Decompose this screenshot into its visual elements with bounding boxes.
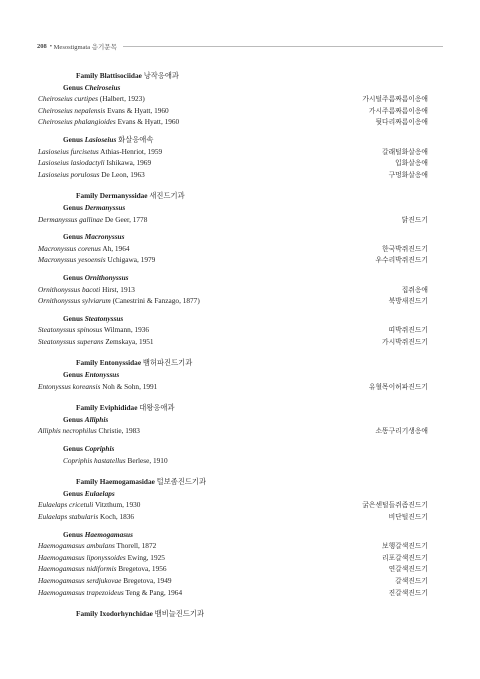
family-korean-name: 새진드기과 bbox=[149, 191, 185, 201]
family-korean-name: 낭작응애과 bbox=[143, 71, 179, 80]
species-row bbox=[38, 381, 428, 393]
species-author: Uchigawa, 1979 bbox=[107, 255, 156, 265]
species-row bbox=[38, 499, 428, 511]
genus-heading: Genus Alliphis bbox=[63, 414, 109, 424]
species-entry bbox=[38, 284, 135, 296]
species-entry bbox=[38, 499, 140, 511]
page-number: 208 bbox=[37, 42, 47, 50]
family-korean-name: 뱀허파진드기과 bbox=[142, 358, 193, 368]
species-name: Haemogamasus trapezoideus bbox=[38, 587, 124, 597]
species-row bbox=[38, 254, 428, 266]
family-korean-name: 털보좀진드기과 bbox=[156, 477, 207, 487]
species-row bbox=[38, 587, 428, 599]
family-name: Family Entonyssidae bbox=[76, 358, 142, 368]
page-header bbox=[37, 40, 443, 52]
family-name: Family Dermanyssidae bbox=[76, 191, 148, 201]
species-author: De Leon, 1963 bbox=[101, 169, 145, 179]
genus-heading: Genus Copriphis bbox=[63, 444, 115, 454]
species-author: (Halbert, 1923) bbox=[99, 94, 145, 104]
species-entry bbox=[38, 146, 162, 158]
genus-name: Haemogamasus bbox=[84, 529, 133, 539]
species-name: Cheiroseius curtipes bbox=[38, 94, 98, 104]
species-author: Zemskaya, 1951 bbox=[105, 336, 154, 346]
family-name: Family Blattisociidae bbox=[76, 71, 142, 80]
genus-name: Lasioseius bbox=[84, 134, 117, 144]
genus-heading: Genus Ornithonyssus bbox=[63, 272, 129, 282]
species-korean-name: 굵은센털들쥐좀진드기 bbox=[362, 502, 428, 510]
species-entry bbox=[38, 563, 167, 575]
species-author: Hirst, 1913 bbox=[102, 284, 135, 294]
species-author: Berlese, 1910 bbox=[127, 455, 168, 465]
species-name: Lasioseius furcisetus bbox=[38, 146, 99, 156]
species-entry bbox=[38, 575, 172, 587]
species-entry bbox=[38, 116, 179, 128]
species-entry bbox=[38, 336, 154, 348]
species-author: Koch, 1836 bbox=[100, 512, 135, 521]
species-name: Copriphis hastatellus bbox=[63, 455, 126, 465]
species-entry bbox=[38, 157, 151, 169]
species-korean-name: 띠박쥐진드기 bbox=[388, 327, 428, 335]
genus-name: Alliphis bbox=[84, 414, 109, 424]
species-row bbox=[38, 511, 428, 523]
species-name: Haemogamasus liponyssoides bbox=[38, 552, 126, 562]
genus-heading: Genus Steatonyssus bbox=[63, 313, 124, 323]
header-bullet: • bbox=[49, 42, 54, 50]
species-name: Macronyssus yesoensis bbox=[38, 255, 106, 265]
species-author: Noh & Sohn, 1991 bbox=[102, 381, 158, 391]
species-author: Ah, 1964 bbox=[102, 243, 130, 253]
genus-heading: Genus Haemogamasus bbox=[63, 529, 133, 539]
species-name: Haemogamasus serdjukovae bbox=[38, 575, 122, 585]
species-entry bbox=[38, 381, 157, 393]
species-korean-name: 유혈목이허파진드기 bbox=[368, 383, 428, 391]
species-row bbox=[38, 324, 428, 336]
family-heading bbox=[38, 70, 428, 82]
species-name: Cheiroseius nepalensis bbox=[38, 105, 106, 115]
species-row bbox=[38, 157, 428, 169]
species-author: Bregetova, 1949 bbox=[123, 575, 172, 585]
species-entry bbox=[38, 169, 145, 181]
family-name: Family Ixodorhynchidae bbox=[76, 609, 153, 619]
species-row bbox=[38, 284, 428, 296]
species-row bbox=[38, 425, 428, 437]
species-row bbox=[38, 146, 428, 158]
species-korean-name: 북방새진드기 bbox=[388, 298, 428, 306]
section-gap bbox=[38, 347, 428, 357]
section-gap bbox=[38, 598, 428, 608]
species-author: De Geer, 1778 bbox=[104, 214, 148, 224]
species-korean-name: 소똥구리기생응애 bbox=[375, 428, 428, 436]
species-entry bbox=[38, 105, 169, 117]
genus-name: Steatonyssus bbox=[84, 313, 124, 323]
genus-heading: Genus Macronyssus bbox=[63, 232, 125, 242]
genus-name: Cheiroseius bbox=[84, 82, 121, 92]
family-name: Family Eviphididae bbox=[76, 403, 138, 413]
species-name: Macronyssus corenus bbox=[38, 243, 101, 253]
species-entry bbox=[38, 425, 140, 437]
genus-heading: Genus Dermanyssus bbox=[63, 202, 126, 212]
genus-name: Entonyssus bbox=[84, 370, 120, 380]
species-korean-name: 비단털진드기 bbox=[388, 514, 428, 521]
running-title: Mesostigmata 응기문목 bbox=[53, 43, 117, 51]
species-name: Eulaelaps stabularis bbox=[38, 512, 99, 521]
genus-heading: Genus Eulaelaps bbox=[63, 488, 115, 498]
species-author: Evans & Hyatt, 1960 bbox=[117, 117, 180, 127]
species-name: Dermanyssus gallinae bbox=[38, 214, 104, 224]
family-heading bbox=[38, 476, 428, 488]
species-row bbox=[38, 563, 428, 575]
species-row bbox=[38, 455, 428, 467]
species-korean-name: 구멍화살응애 bbox=[388, 171, 428, 179]
species-entry bbox=[38, 587, 182, 599]
species-author: Athias-Henriot, 1959 bbox=[100, 146, 163, 156]
species-korean-name: 집쥐응애 bbox=[401, 286, 428, 294]
species-korean-name: 닭진드기 bbox=[401, 216, 428, 224]
species-author: Teng & Pang, 1964 bbox=[125, 587, 183, 597]
genus-name: Macronyssus bbox=[84, 232, 125, 242]
species-entry bbox=[38, 540, 156, 552]
species-korean-name: 보행갈색진드기 bbox=[382, 543, 428, 551]
species-name: Entonyssus koreansis bbox=[38, 381, 101, 391]
species-row bbox=[38, 214, 428, 226]
species-korean-name: 갈래털화살응애 bbox=[382, 148, 428, 156]
species-row bbox=[38, 295, 428, 307]
species-korean-name: 입화살응애 bbox=[395, 160, 428, 168]
species-row bbox=[38, 575, 428, 587]
genus-korean-name: 화살응애속 bbox=[118, 134, 154, 144]
section-gap bbox=[38, 466, 428, 476]
species-name: Alliphis necrophilus bbox=[38, 426, 97, 436]
species-name: Lasioseius lasiodactyli bbox=[38, 158, 105, 168]
species-korean-name: 한국박쥐진드기 bbox=[382, 245, 428, 253]
family-korean-name: 뱀비늘진드기과 bbox=[154, 609, 204, 619]
species-row bbox=[38, 169, 428, 181]
genus-heading: Genus Entonyssus bbox=[63, 370, 120, 380]
section-gap bbox=[38, 392, 428, 402]
section-gap bbox=[38, 180, 428, 190]
species-korean-name: 리포갈색진드기 bbox=[382, 554, 428, 562]
species-name: Ornithonyssus bacoti bbox=[38, 284, 101, 294]
genus-heading: Genus Lasioseius 화살응애속 bbox=[63, 134, 154, 144]
species-entry bbox=[38, 324, 149, 336]
species-list bbox=[38, 70, 428, 620]
species-author: Ishikawa, 1969 bbox=[106, 158, 152, 168]
species-entry bbox=[38, 93, 145, 105]
species-author: Ewing, 1925 bbox=[127, 552, 165, 562]
species-name: Steatonyssus spinosus bbox=[38, 325, 103, 335]
species-author: (Canestrini & Fanzago, 1877) bbox=[112, 296, 200, 306]
genus-name: Dermanyssus bbox=[84, 202, 126, 212]
species-author: Evans & Hyatt, 1960 bbox=[107, 105, 169, 115]
species-entry bbox=[38, 511, 134, 523]
genus-name: Copriphis bbox=[84, 444, 115, 454]
species-korean-name: 연갈색진드기 bbox=[388, 566, 428, 574]
family-heading bbox=[38, 402, 428, 414]
species-korean-name: 가시박쥐진드기 bbox=[382, 338, 428, 346]
family-heading bbox=[38, 608, 428, 620]
family-heading bbox=[38, 357, 428, 369]
species-entry bbox=[38, 243, 130, 255]
species-name: Lasioseius porulosus bbox=[38, 169, 100, 179]
species-author: Vitzthum, 1930 bbox=[95, 500, 141, 510]
header-rule bbox=[123, 46, 443, 47]
family-heading bbox=[38, 190, 428, 202]
species-korean-name: 갈색진드기 bbox=[395, 577, 428, 585]
species-korean-name: 뒷다리짜름이응애 bbox=[375, 119, 428, 127]
species-row bbox=[38, 552, 428, 564]
genus-heading: Genus Cheiroseius bbox=[63, 82, 121, 92]
species-korean-name: 우수리박쥐진드기 bbox=[375, 257, 428, 265]
family-name: Family Haemogamasidae bbox=[76, 477, 155, 487]
genus-name: Eulaelaps bbox=[84, 488, 115, 498]
species-entry bbox=[38, 214, 147, 226]
species-entry bbox=[38, 552, 165, 564]
species-name: Haemogamasus nidiformis bbox=[38, 564, 117, 574]
species-name: Steatonyssus superans bbox=[38, 336, 104, 346]
species-name: Haemogamasus ambulans bbox=[38, 541, 115, 551]
species-entry bbox=[63, 455, 168, 467]
species-author: Bregetova, 1956 bbox=[118, 564, 167, 574]
species-name: Eulaelaps cricetuli bbox=[38, 500, 94, 510]
species-name: Ornithonyssus sylviarum bbox=[38, 296, 111, 306]
species-author: Wilmann, 1936 bbox=[103, 325, 150, 335]
species-korean-name: 진갈색진드기 bbox=[388, 589, 428, 597]
species-korean-name: 가시주름짜름이응애 bbox=[368, 107, 428, 115]
species-row bbox=[38, 243, 428, 255]
species-entry bbox=[38, 254, 155, 266]
species-row bbox=[38, 105, 428, 117]
species-author: Thorell, 1872 bbox=[116, 541, 157, 551]
species-row bbox=[38, 336, 428, 348]
family-korean-name: 대왕응애과 bbox=[139, 403, 175, 413]
species-row bbox=[38, 93, 428, 105]
species-author: Christie, 1983 bbox=[98, 426, 140, 436]
species-name: Cheiroseius phalangioides bbox=[38, 117, 116, 127]
species-entry bbox=[38, 295, 200, 307]
species-row bbox=[38, 116, 428, 128]
species-row bbox=[38, 540, 428, 552]
species-korean-name: 가시털주름짜름이응애 bbox=[362, 96, 428, 104]
genus-name: Ornithonyssus bbox=[84, 272, 129, 282]
